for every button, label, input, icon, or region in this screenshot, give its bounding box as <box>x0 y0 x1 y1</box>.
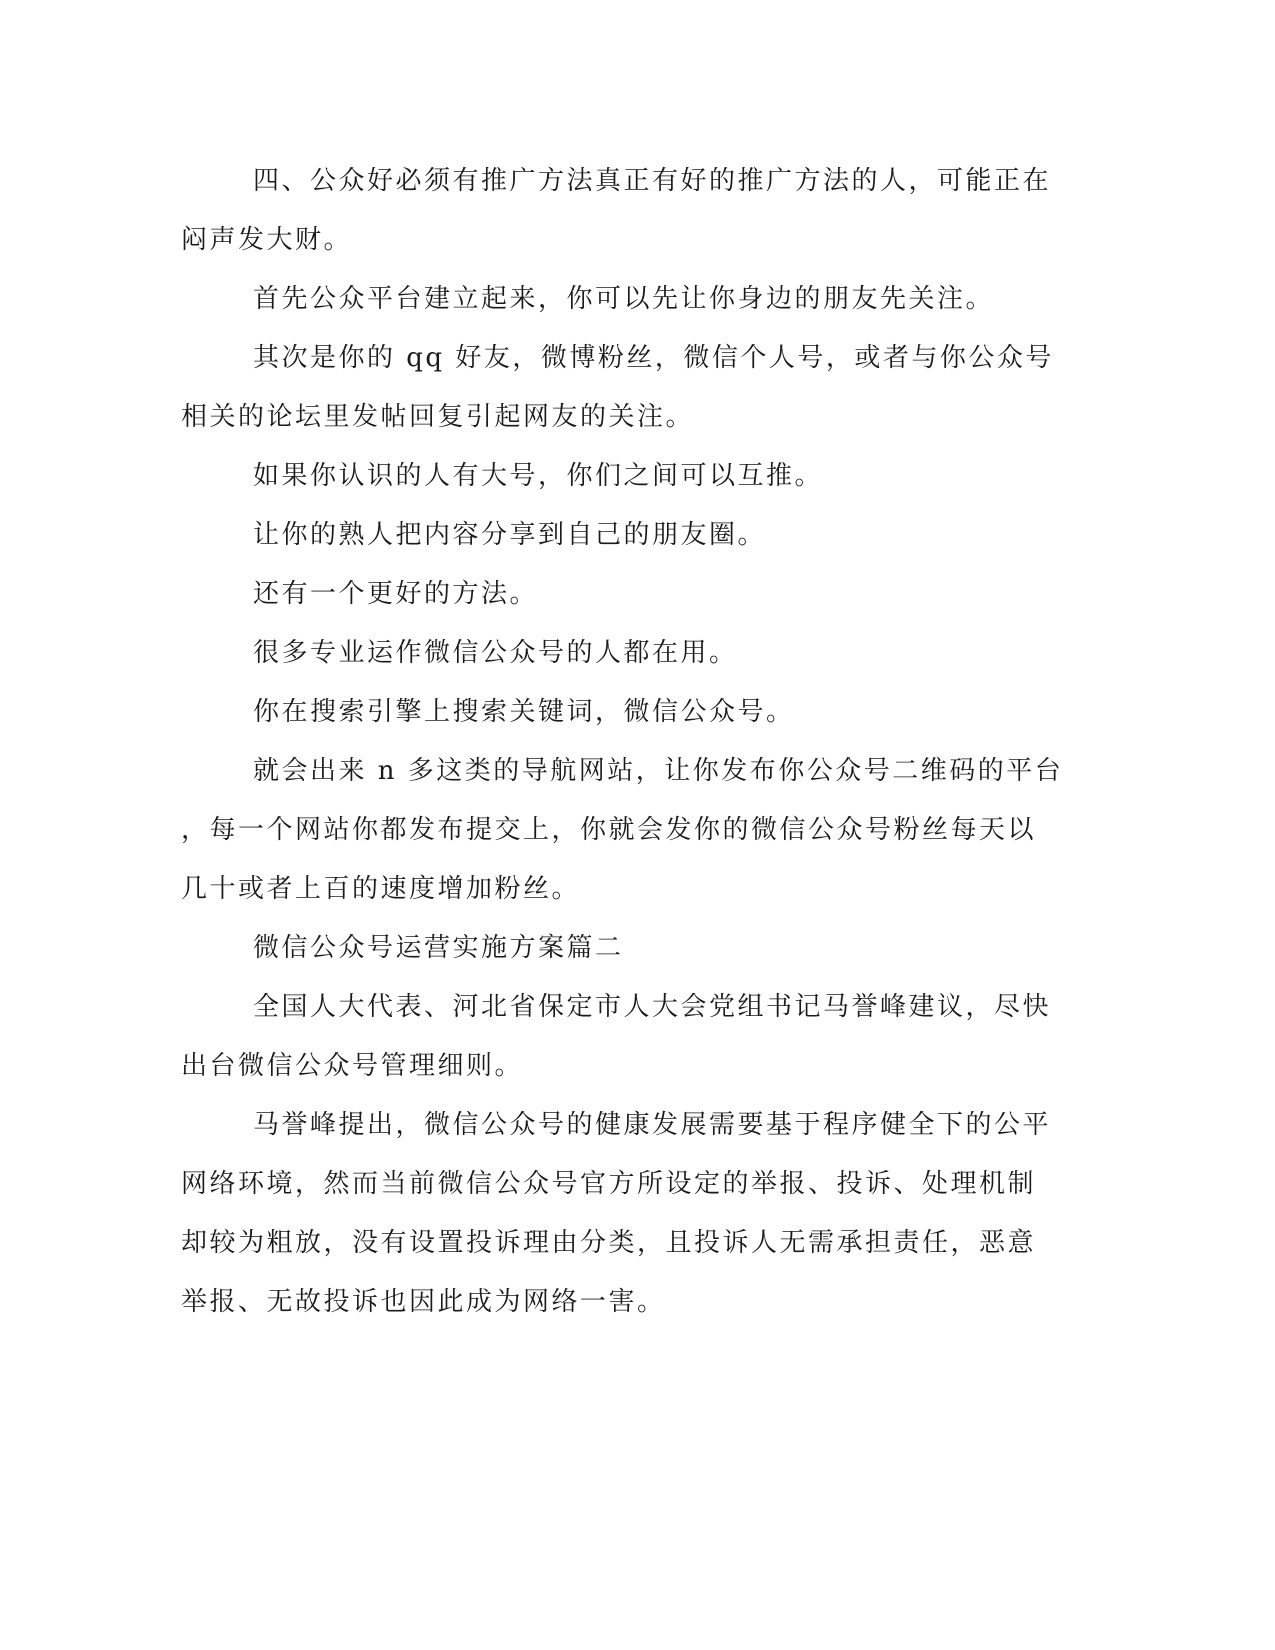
section-heading <box>181 919 1101 978</box>
text-line: 马誉峰提出，微信公众号的健康发展需要基于程序健全下的公平 <box>253 1110 1052 1140</box>
paragraph-moments-share <box>181 506 1101 565</box>
text-line: 其次是你的 qq 好友，微博粉丝，微信个人号，或者与你公众号 <box>253 343 1054 373</box>
document-body <box>181 152 1101 1332</box>
paragraph-professionals-use <box>181 624 1101 683</box>
text-line: 让你的熟人把内容分享到自己的朋友圈。 <box>253 520 767 550</box>
text-line: 四、公众好必须有推广方法真正有好的推广方法的人，可能正在 <box>253 166 1052 196</box>
text-line: 闷声发大财。 <box>181 225 353 255</box>
text-line: 你在搜索引擎上搜索关键词，微信公众号。 <box>253 697 795 727</box>
text-line: 如果你认识的人有大号，你们之间可以互推。 <box>253 461 824 491</box>
paragraph-navigation-sites <box>181 742 1101 919</box>
text-line: 几十或者上百的速度增加粉丝。 <box>181 874 581 904</box>
text-line: ，每一个网站你都发布提交上，你就会发你的微信公众号粉丝每天以 <box>181 815 1037 845</box>
text-line: 微信公众号运营实施方案篇二 <box>253 933 624 963</box>
paragraph-mutual-promotion <box>181 447 1101 506</box>
paragraph-qq-weibo <box>181 329 1101 447</box>
text-line: 很多专业运作微信公众号的人都在用。 <box>253 638 738 668</box>
text-line: 还有一个更好的方法。 <box>253 579 539 609</box>
paragraph-search-keyword <box>181 683 1101 742</box>
text-line: 网络环境，然而当前微信公众号官方所设定的举报、投诉、处理机制 <box>181 1169 1037 1199</box>
text-line: 相关的论坛里发帖回复引起网友的关注。 <box>181 402 695 432</box>
paragraph-complaint-mechanism <box>181 1096 1101 1332</box>
paragraph-promotion-method <box>181 152 1101 270</box>
text-line: 就会出来 n 多这类的导航网站，让你发布你公众号二维码的平台 <box>253 756 1064 786</box>
text-line: 却较为粗放，没有设置投诉理由分类，且投诉人无需承担责任，恶意 <box>181 1228 1037 1258</box>
text-line: 出台微信公众号管理细则。 <box>181 1051 524 1081</box>
text-line: 首先公众平台建立起来，你可以先让你身边的朋友先关注。 <box>253 284 995 314</box>
paragraph-friends-follow <box>181 270 1101 329</box>
paragraph-better-method <box>181 565 1101 624</box>
text-line: 举报、无故投诉也因此成为网络一害。 <box>181 1287 666 1317</box>
text-line: 全国人大代表、河北省保定市人大会党组书记马誉峰建议，尽快 <box>253 992 1052 1022</box>
paragraph-npc-proposal <box>181 978 1101 1096</box>
